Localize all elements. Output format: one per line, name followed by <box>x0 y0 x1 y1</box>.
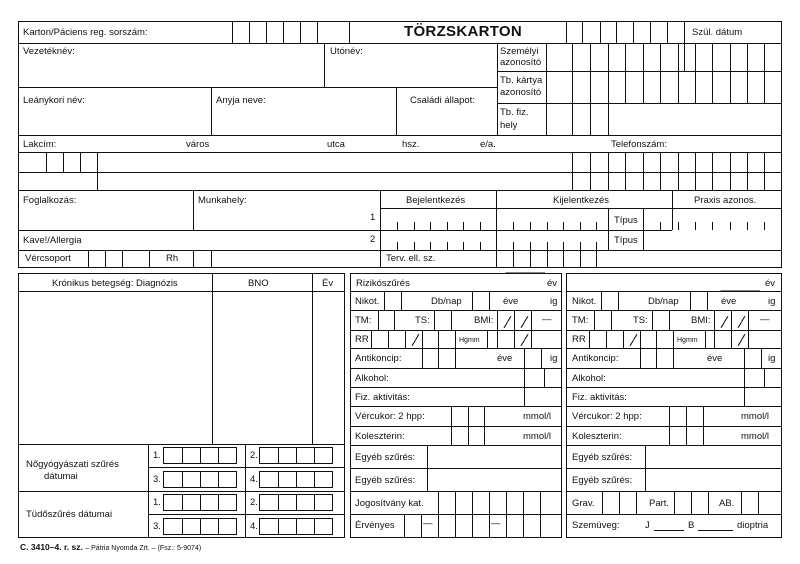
telefon-label: Telefonszám: <box>611 139 667 150</box>
lakcim-label: Lakcím: <box>23 139 57 150</box>
csaladi-label: Családi állapot: <box>410 95 475 106</box>
vercukor-unit-right: mmol/l <box>741 411 769 422</box>
tipus-label-1: Típus <box>614 215 638 226</box>
koleszterin-unit-left: mmol/l <box>523 431 551 442</box>
koleszterin-label-right: Koleszterin: <box>572 431 622 442</box>
alkohol-label-right: Alkohol: <box>572 373 606 384</box>
koleszterin-label-left: Koleszterin: <box>355 431 405 442</box>
row-number-2: 2 <box>370 234 376 245</box>
varos-label: város <box>186 139 210 150</box>
dbnap-label-right: Db/nap <box>648 296 679 307</box>
nikot-label-right: Nikot. <box>572 296 597 307</box>
vezeteknev-label: Vezetéknév: <box>23 46 75 57</box>
ervenyes-dash-1: — <box>423 518 433 529</box>
antikoncip-ig-left: ig <box>550 353 558 364</box>
part-label: Part. <box>649 498 670 509</box>
fiz-label-right: Fiz. aktivitás: <box>572 392 627 403</box>
vercukor-label-right: Vércukor: 2 hpp: <box>572 411 642 422</box>
ea-label: e/a. <box>480 139 496 150</box>
nogyogy-label-2: dátumai <box>44 471 78 482</box>
num-2b: 2. <box>250 497 258 508</box>
publisher-note: – Pátria Nyomda Zrt. – (Fsz.: 5-9074) <box>85 545 202 552</box>
alkohol-label-left: Alkohol: <box>355 373 389 384</box>
antikoncip-label-left: Antikoncip: <box>355 353 402 364</box>
rr-label-left: RR <box>355 334 369 345</box>
kave-label: Kave!/Allergia <box>23 235 82 246</box>
num-1a: 1. <box>153 450 161 461</box>
kronikus-header: Krónikus betegség: Diagnózis <box>52 278 178 289</box>
tb-kartya-label-1: Tb. kártya <box>500 75 543 86</box>
antikoncip-eve-left: éve <box>497 353 513 364</box>
leanykori-label: Leánykori név: <box>23 95 85 106</box>
vercukor-label-left: Vércukor: 2 hpp: <box>355 411 425 422</box>
tipus-label-2: Típus <box>614 235 638 246</box>
antikoncip-eve-right: éve <box>707 353 723 364</box>
num-3b: 3. <box>153 521 161 532</box>
eve-label-right: éve <box>721 296 737 307</box>
anyja-label: Anyja neve: <box>216 95 266 106</box>
bmi-label-left: BMI: <box>474 315 494 326</box>
praxis-label: Praxis azonos. <box>694 195 757 206</box>
tm-label-right: TM: <box>572 315 589 326</box>
ig-label-left: ig <box>550 296 558 307</box>
num-3a: 3. <box>153 474 161 485</box>
bno-header: BNO <box>248 278 269 289</box>
antikoncip-label-right: Antikoncip: <box>572 353 619 364</box>
rizikoszures-label: Rizikószűrés <box>356 278 410 289</box>
utca-label: utca <box>327 139 345 150</box>
szemuveg-j: J <box>645 520 650 531</box>
szemelyi-label-2: azonosító <box>500 57 542 68</box>
num-2a: 2. <box>250 450 258 461</box>
row-number-1: 1 <box>370 212 376 223</box>
ev-label-right: év <box>765 278 776 289</box>
form-footer <box>20 542 201 552</box>
rh-label: Rh <box>166 253 179 264</box>
hsz-label: hsz. <box>402 139 420 150</box>
terv-label: Terv. ell. sz. <box>386 253 436 264</box>
ev-label-left: év <box>547 278 558 289</box>
tb-kartya-label-2: azonosító <box>500 87 542 98</box>
egyeb2-label-right: Egyéb szűrés: <box>572 475 633 486</box>
szemelyi-label-1: Személyi <box>500 46 539 57</box>
karton-label: Karton/Páciens reg. sorszám: <box>23 27 148 38</box>
eve-label-left: éve <box>503 296 519 307</box>
vercukor-unit-left: mmol/l <box>523 411 551 422</box>
ig-label-right: ig <box>768 296 776 307</box>
bejelentkezes-label: Bejelentkezés <box>406 195 466 206</box>
nogyogy-label-1: Nőgyógyászati szűrés <box>26 459 119 470</box>
dash-right: — <box>760 314 770 325</box>
hgmm-label-right: Hgmm <box>677 337 698 344</box>
tm-label-left: TM: <box>355 315 372 326</box>
num-4a: 4. <box>250 474 258 485</box>
szemuveg-label: Szemüveg: <box>572 520 620 531</box>
szul-datum-label: Szül. dátum <box>692 27 743 38</box>
ervenyes-dash-2: — <box>491 518 501 529</box>
szemuveg-b: B <box>688 520 695 531</box>
tb-fiz-label-2: hely <box>500 120 518 131</box>
munkahely-label: Munkahely: <box>198 195 247 206</box>
ts-label-right: TS: <box>633 315 648 326</box>
ervenyes-label: Érvényes <box>355 520 395 531</box>
hgmm-label-left: Hgmm <box>459 337 480 344</box>
foglalkozas-label: Foglalkozás: <box>23 195 77 206</box>
vercsoport-label: Vércsoport <box>25 253 71 264</box>
num-1b: 1. <box>153 497 161 508</box>
ev-header: Év <box>322 278 334 289</box>
utonev-label: Utónév: <box>330 46 363 57</box>
koleszterin-unit-right: mmol/l <box>741 431 769 442</box>
jogositvany-label: Jogosítvány kat. <box>355 498 424 509</box>
dbnap-label-left: Db/nap <box>431 296 462 307</box>
tb-fiz-label-1: Tb. fiz. <box>500 107 529 118</box>
form-title: TÖRZSKARTON <box>404 23 523 40</box>
grav-label: Grav. <box>572 498 595 509</box>
nikot-label-left: Nikot. <box>355 296 380 307</box>
bmi-label-right: BMI: <box>691 315 711 326</box>
rr-label-right: RR <box>572 334 586 345</box>
egyeb2-label-left: Egyéb szűrés: <box>355 475 416 486</box>
form-code: C. 3410–4. r. sz. <box>20 542 83 552</box>
dioptria-label: dioptria <box>737 520 769 531</box>
tudo-label: Tüdőszűrés dátumai <box>26 509 113 520</box>
kijelentkezes-label: Kijelentkezés <box>553 195 609 206</box>
ab-label: AB. <box>719 498 735 509</box>
antikoncip-ig-right: ig <box>768 353 776 364</box>
egyeb1-label-right: Egyéb szűrés: <box>572 452 633 463</box>
dash-left: — <box>542 314 552 325</box>
ts-label-left: TS: <box>415 315 430 326</box>
num-4b: 4. <box>250 521 258 532</box>
egyeb1-label-left: Egyéb szűrés: <box>355 452 416 463</box>
fiz-label-left: Fiz. aktivitás: <box>355 392 410 403</box>
